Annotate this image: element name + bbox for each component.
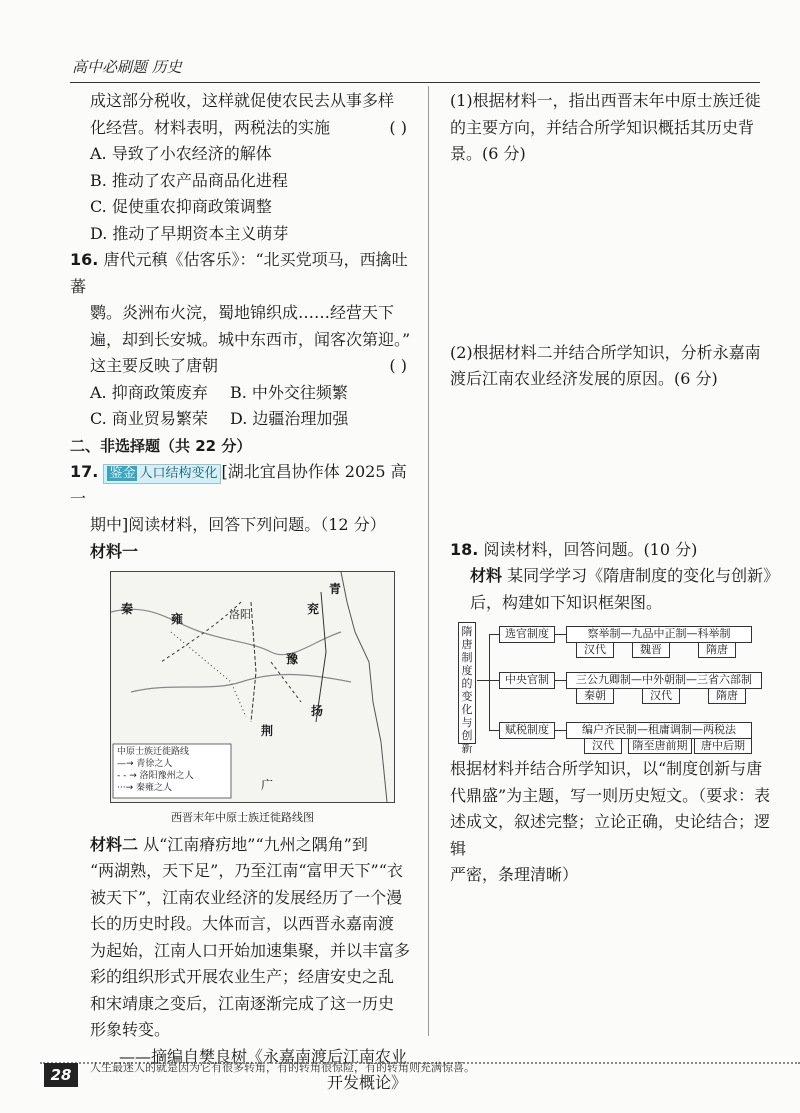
q15-line2: 化经营。材料表明，两税法的实施 ( ) xyxy=(70,115,415,142)
chain-tax: 编户齐民制—租庸调制—两税法 xyxy=(566,722,752,739)
map-label-jing: 荆 xyxy=(261,724,274,738)
answer-space[interactable] xyxy=(450,393,780,537)
q17-sub1-line: 的主要方向，并结合所学知识概括其历史背 xyxy=(450,117,755,137)
q16-option-b: B. 中外交往频繁 xyxy=(230,382,348,402)
connector xyxy=(489,680,499,681)
legend-item: —→ 青徐之人 xyxy=(117,759,173,769)
era-label: 隋唐 xyxy=(698,642,736,658)
map-label-yu: 豫 xyxy=(286,652,299,666)
map-label-yong: 雍 xyxy=(171,612,184,626)
era-label: 汉代 xyxy=(584,738,622,754)
q15-option-c: C. 促使重农抑商政策调整 xyxy=(90,197,272,216)
connector xyxy=(554,680,566,681)
map-legend xyxy=(117,746,194,794)
branch-central: 中央官制 xyxy=(499,672,555,689)
q16-number: 16. xyxy=(70,250,99,269)
map-label-qin: 秦 xyxy=(121,602,134,616)
material2-line: 彩的组织形式开展农业生产；经唐安史之乱 xyxy=(90,967,395,986)
material2-line: 被天下”，江南农业经济的发展经历了一个漫 xyxy=(90,887,403,907)
q18-material-line2: 后，构建如下知识框架图。 xyxy=(470,592,663,612)
connector xyxy=(477,680,489,681)
source-line1: ——摘编自樊良树《永嘉南渡后江南农业 xyxy=(118,1046,407,1066)
era-label: 唐中后期 xyxy=(694,738,752,754)
material2-line: 为起始，江南人口开始加速集聚，并以丰富多 xyxy=(90,940,411,960)
q17-sub1-line: (1)根据材料一，指出西晋末年中原士族迁徙 xyxy=(450,91,761,110)
q17-sub2-line: 渡后江南农业经济发展的原因。(6 分) xyxy=(450,369,718,388)
footer-motto: 人生最迷人的就是因为它有很多转角，有的转角很惊险，有的转角则充满惊喜。 xyxy=(90,1061,475,1074)
q18-question-line: 根据材料并结合所学知识，以“制度创新与唐 xyxy=(450,759,763,778)
column-divider xyxy=(428,86,429,1036)
map-label-guang: 广 xyxy=(261,778,274,792)
connector xyxy=(489,730,499,731)
answer-paren[interactable]: ( ) xyxy=(389,356,407,375)
left-column xyxy=(70,88,415,1097)
q17-line1: 17. 鉴金 人口结构变化 [湖北宜昌协作体 2025 高一 xyxy=(70,462,407,508)
section-title: 二、非选择题（共 22 分） xyxy=(70,436,252,455)
legend-title: 中原士族迁徙路线 xyxy=(117,747,190,757)
q16-option-d: D. 边疆治理加强 xyxy=(230,409,349,428)
q17-sub1-line: 景。(6 分) xyxy=(450,144,526,163)
q15-line1: 成这部分税收，这样就促使农民去从事多样 xyxy=(90,91,395,110)
q18-material-line1: 材料 某同学学习《隋唐制度的变化与创新》 xyxy=(470,566,780,585)
knowledge-framework xyxy=(450,622,760,755)
era-label: 隋至唐前期 xyxy=(628,738,692,754)
migration-map xyxy=(110,571,395,803)
q18-question-line: 述成文，叙述完整；立论正确，史论结合；逻辑 xyxy=(450,812,771,858)
q16-options-row2 xyxy=(70,406,415,433)
q16-option-c: C. 商业贸易繁荣 xyxy=(90,409,208,428)
legend-item: - - → 洛阳豫州之人 xyxy=(117,771,194,781)
q16-line1: 16. 唐代元稹《估客乐》：“北买党项马，西擒吐蕃 xyxy=(70,250,408,296)
map-label-yang: 扬 xyxy=(311,704,324,718)
right-column xyxy=(450,88,780,889)
header-rule xyxy=(70,82,760,83)
source-line2: 开发概论》 xyxy=(326,1073,407,1092)
q17-number: 17. xyxy=(70,462,99,481)
material2-line1: 材料二 从“江南瘠疠地”“九州之隅角”到 xyxy=(90,834,368,854)
era-label: 汉代 xyxy=(576,642,614,658)
page-number: 28 xyxy=(44,1063,78,1087)
era-label: 魏晋 xyxy=(632,642,670,658)
answer-space[interactable] xyxy=(450,168,780,340)
legend-item: ···→ 秦雍之人 xyxy=(117,783,172,793)
q18-line1: 18. 阅读材料，回答问题。(10 分) xyxy=(450,539,698,559)
era-label: 秦朝 xyxy=(576,688,614,704)
era-label: 隋唐 xyxy=(708,688,746,704)
q16-line2: 鹦。炎洲布火浣，蜀地锦织成……经营天下 xyxy=(90,303,395,322)
running-header: 高中必刷题 历史 xyxy=(72,58,182,76)
q16-option-a: A. 抑商政策废弃 xyxy=(90,382,208,402)
answer-paren[interactable]: ( ) xyxy=(389,117,407,137)
map-caption: 西晋末年中原士族迁徙路线图 xyxy=(171,811,314,824)
q15-option-b: B. 推动了农产品商品化进程 xyxy=(90,170,288,190)
map-label-yan: 兖 xyxy=(307,602,320,616)
connector xyxy=(554,634,566,635)
branch-tax: 赋税制度 xyxy=(499,722,555,739)
map-label-qing: 青 xyxy=(329,582,342,596)
connector xyxy=(489,634,490,730)
connector xyxy=(489,634,499,635)
q17-line2: 期中]阅读材料，回答下列问题。（12 分） xyxy=(90,515,386,534)
q18-question-line: 代鼎盛”为主题，写一则历史短文。（要求：表 xyxy=(450,785,771,805)
topic-tag: 鉴金 人口结构变化 xyxy=(103,464,221,484)
material2-line: 形象转变。 xyxy=(90,1020,171,1039)
material2-line: “两湖熟，天下足”，乃至江南“富甲天下”“衣 xyxy=(90,861,403,880)
material2-line: 长的历史时段。大体而言，以西晋永嘉南渡 xyxy=(90,914,395,933)
q16-line4: 这主要反映了唐朝 ( ) xyxy=(70,353,415,380)
material1-label: 材料一 xyxy=(90,541,139,561)
q16-options-row1 xyxy=(70,380,415,407)
material2-line: 和宋靖康之变后，江南逐渐完成了这一历史 xyxy=(90,993,395,1013)
chain-central: 三公九卿制—中外朝制—三省六部制 xyxy=(566,672,762,689)
map-label-luoyang: 洛阳 xyxy=(229,608,251,621)
q15-option-d: D. 推动了早期资本主义萌芽 xyxy=(90,223,289,243)
chain-selection: 察举制—九品中正制—科举制 xyxy=(566,626,752,643)
q16-line3: 遍，却到长安城。城中东西市，闻客次第迎。” xyxy=(90,329,411,349)
q18-number: 18. xyxy=(450,539,479,559)
connector xyxy=(554,730,566,731)
q15-option-a: A. 导致了小农经济的解体 xyxy=(90,144,272,163)
era-label: 汉代 xyxy=(642,688,680,704)
framework-root: 隋唐制度的变化与创新 xyxy=(458,622,476,744)
q18-question-line: 严密，条理清晰） xyxy=(450,865,579,884)
q17-sub2-line: (2)根据材料二并结合所学知识，分析永嘉南 xyxy=(450,342,761,362)
branch-selection: 选官制度 xyxy=(499,626,555,643)
